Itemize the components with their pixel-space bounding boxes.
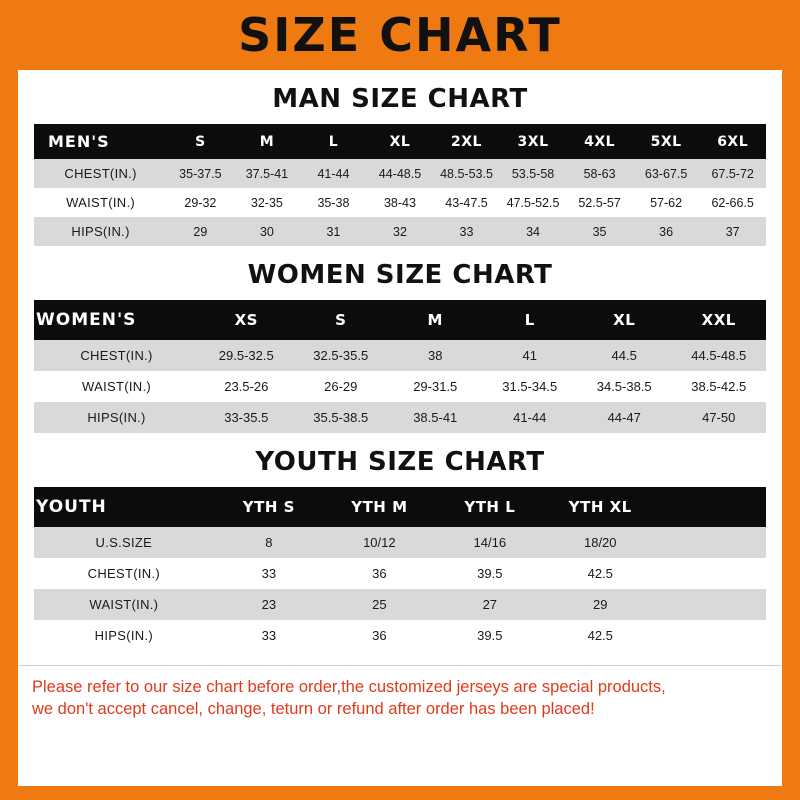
men-header-cell-9: 6XL (699, 124, 766, 159)
men-row-0-cell-4: 48.5-53.5 (433, 159, 500, 188)
women-row-0-cell-3: 41 (482, 340, 576, 371)
men-row-2-cell-2: 31 (300, 217, 367, 246)
women-size-section (18, 260, 782, 433)
youth-row-0-label: U.S.SIZE (34, 527, 214, 558)
men-header-cell-3: L (300, 124, 367, 159)
youth-table-header-row (34, 487, 766, 527)
men-header-cell-2: M (234, 124, 301, 159)
women-row-2-cell-1: 35.5-38.5 (294, 402, 388, 433)
youth-row-2-cell-0: 23 (214, 589, 324, 620)
men-row-1-label: WAIST(IN.) (34, 188, 167, 217)
youth-row-0-cell-3: 18/20 (545, 527, 655, 558)
youth-row-2-cell-2: 27 (435, 589, 545, 620)
men-row-1-cell-1: 32-35 (234, 188, 301, 217)
women-row-2-cell-4: 44-47 (577, 402, 671, 433)
women-row-1-cell-1: 26-29 (294, 371, 388, 402)
women-header-cell-6: XXL (671, 300, 766, 340)
men-row-2-cell-8: 37 (699, 217, 766, 246)
men-row-0-cell-7: 63-67.5 (633, 159, 700, 188)
women-header-cell-4: L (482, 300, 576, 340)
women-row-1-cell-0: 23.5-26 (199, 371, 293, 402)
women-size-table (34, 300, 766, 433)
men-row-1-cell-6: 52.5-57 (566, 188, 633, 217)
bottom-band (0, 786, 800, 800)
table-row (34, 589, 766, 620)
men-row-0-cell-5: 53.5-58 (500, 159, 567, 188)
youth-header-cell-1: YTH S (214, 487, 324, 527)
youth-row-1-spacer (655, 558, 766, 589)
youth-row-0-cell-2: 14/16 (435, 527, 545, 558)
youth-row-0-cell-1: 10/12 (324, 527, 434, 558)
men-header-cell-5: 2XL (433, 124, 500, 159)
youth-header-cell-0: YOUTH (34, 487, 214, 527)
women-header-cell-5: XL (577, 300, 671, 340)
youth-header-cell-3: YTH L (435, 487, 545, 527)
table-row (34, 558, 766, 589)
youth-section-title: YOUTH SIZE CHART (255, 447, 545, 477)
page-title: SIZE CHART (238, 8, 562, 62)
youth-row-3-cell-1: 36 (324, 620, 434, 651)
youth-header-cell-2: YTH M (324, 487, 434, 527)
table-row (34, 371, 766, 402)
youth-header-cell-4: YTH XL (545, 487, 655, 527)
youth-header-spacer (655, 487, 766, 527)
women-row-0-cell-2: 38 (388, 340, 482, 371)
women-header-cell-1: XS (199, 300, 293, 340)
men-row-2-cell-4: 33 (433, 217, 500, 246)
men-header-cell-4: XL (367, 124, 434, 159)
men-row-2-cell-6: 35 (566, 217, 633, 246)
youth-row-1-label: CHEST(IN.) (34, 558, 214, 589)
men-row-1-cell-5: 47.5-52.5 (500, 188, 567, 217)
men-table-header-row (34, 124, 766, 159)
women-row-0-cell-0: 29.5-32.5 (199, 340, 293, 371)
men-row-0-cell-8: 67.5-72 (699, 159, 766, 188)
men-row-2-cell-0: 29 (167, 217, 234, 246)
header-band (0, 0, 800, 70)
women-row-2-cell-2: 38.5-41 (388, 402, 482, 433)
men-header-cell-7: 4XL (566, 124, 633, 159)
youth-row-1-cell-3: 42.5 (545, 558, 655, 589)
men-row-2-cell-5: 34 (500, 217, 567, 246)
youth-row-3-cell-3: 42.5 (545, 620, 655, 651)
table-row (34, 340, 766, 371)
men-size-table (34, 124, 766, 246)
women-row-0-cell-1: 32.5-35.5 (294, 340, 388, 371)
footer-line-1: Please refer to our size chart before order,the customized jerseys are special products, (32, 678, 666, 696)
youth-row-1-cell-2: 39.5 (435, 558, 545, 589)
women-table-header-row (34, 300, 766, 340)
youth-row-0-spacer (655, 527, 766, 558)
table-row (34, 620, 766, 651)
youth-row-1-cell-1: 36 (324, 558, 434, 589)
women-row-1-cell-5: 38.5-42.5 (671, 371, 766, 402)
men-header-cell-1: S (167, 124, 234, 159)
youth-row-1-cell-0: 33 (214, 558, 324, 589)
men-row-0-cell-2: 41-44 (300, 159, 367, 188)
men-row-2-cell-7: 36 (633, 217, 700, 246)
men-row-0-label: CHEST(IN.) (34, 159, 167, 188)
table-row (34, 217, 766, 246)
youth-row-2-label: WAIST(IN.) (34, 589, 214, 620)
men-row-1-cell-0: 29-32 (167, 188, 234, 217)
youth-row-3-cell-2: 39.5 (435, 620, 545, 651)
women-header-cell-0: WOMEN'S (34, 300, 199, 340)
women-row-0-cell-4: 44.5 (577, 340, 671, 371)
youth-row-3-spacer (655, 620, 766, 651)
youth-row-2-cell-1: 25 (324, 589, 434, 620)
women-row-2-cell-0: 33-35.5 (199, 402, 293, 433)
women-row-2-cell-3: 41-44 (482, 402, 576, 433)
youth-row-3-label: HIPS(IN.) (34, 620, 214, 651)
men-size-section (18, 84, 782, 246)
youth-size-section (18, 447, 782, 651)
men-row-1-cell-8: 62-66.5 (699, 188, 766, 217)
table-row (34, 527, 766, 558)
table-row (34, 188, 766, 217)
women-row-0-label: CHEST(IN.) (34, 340, 199, 371)
men-row-0-cell-0: 35-37.5 (167, 159, 234, 188)
men-row-1-cell-4: 43-47.5 (433, 188, 500, 217)
men-row-0-cell-6: 58-63 (566, 159, 633, 188)
youth-row-0-cell-0: 8 (214, 527, 324, 558)
men-row-1-cell-2: 35-38 (300, 188, 367, 217)
youth-row-3-cell-0: 33 (214, 620, 324, 651)
men-header-cell-8: 5XL (633, 124, 700, 159)
footer-notice (18, 665, 782, 721)
men-row-1-cell-3: 38-43 (367, 188, 434, 217)
men-row-1-cell-7: 57-62 (633, 188, 700, 217)
men-header-cell-0: MEN'S (34, 124, 167, 159)
men-row-2-label: HIPS(IN.) (34, 217, 167, 246)
women-row-1-label: WAIST(IN.) (34, 371, 199, 402)
youth-row-2-cell-3: 29 (545, 589, 655, 620)
youth-row-2-spacer (655, 589, 766, 620)
men-row-0-cell-1: 37.5-41 (234, 159, 301, 188)
footer-line-2: we don't accept cancel, change, teturn or refund after order has been placed! (32, 700, 595, 719)
women-header-cell-2: S (294, 300, 388, 340)
women-row-1-cell-4: 34.5-38.5 (577, 371, 671, 402)
women-row-1-cell-2: 29-31.5 (388, 371, 482, 402)
women-row-0-cell-5: 44.5-48.5 (671, 340, 766, 371)
women-row-2-label: HIPS(IN.) (34, 402, 199, 433)
men-row-2-cell-3: 32 (367, 217, 434, 246)
table-row (34, 159, 766, 188)
men-section-title: MAN SIZE CHART (272, 84, 528, 114)
women-row-2-cell-5: 47-50 (671, 402, 766, 433)
men-row-0-cell-3: 44-48.5 (367, 159, 434, 188)
men-header-cell-6: 3XL (500, 124, 567, 159)
women-section-title: WOMEN SIZE CHART (247, 260, 553, 290)
men-row-2-cell-1: 30 (234, 217, 301, 246)
table-row (34, 402, 766, 433)
women-header-cell-3: M (388, 300, 482, 340)
youth-size-table (34, 487, 766, 651)
women-row-1-cell-3: 31.5-34.5 (482, 371, 576, 402)
